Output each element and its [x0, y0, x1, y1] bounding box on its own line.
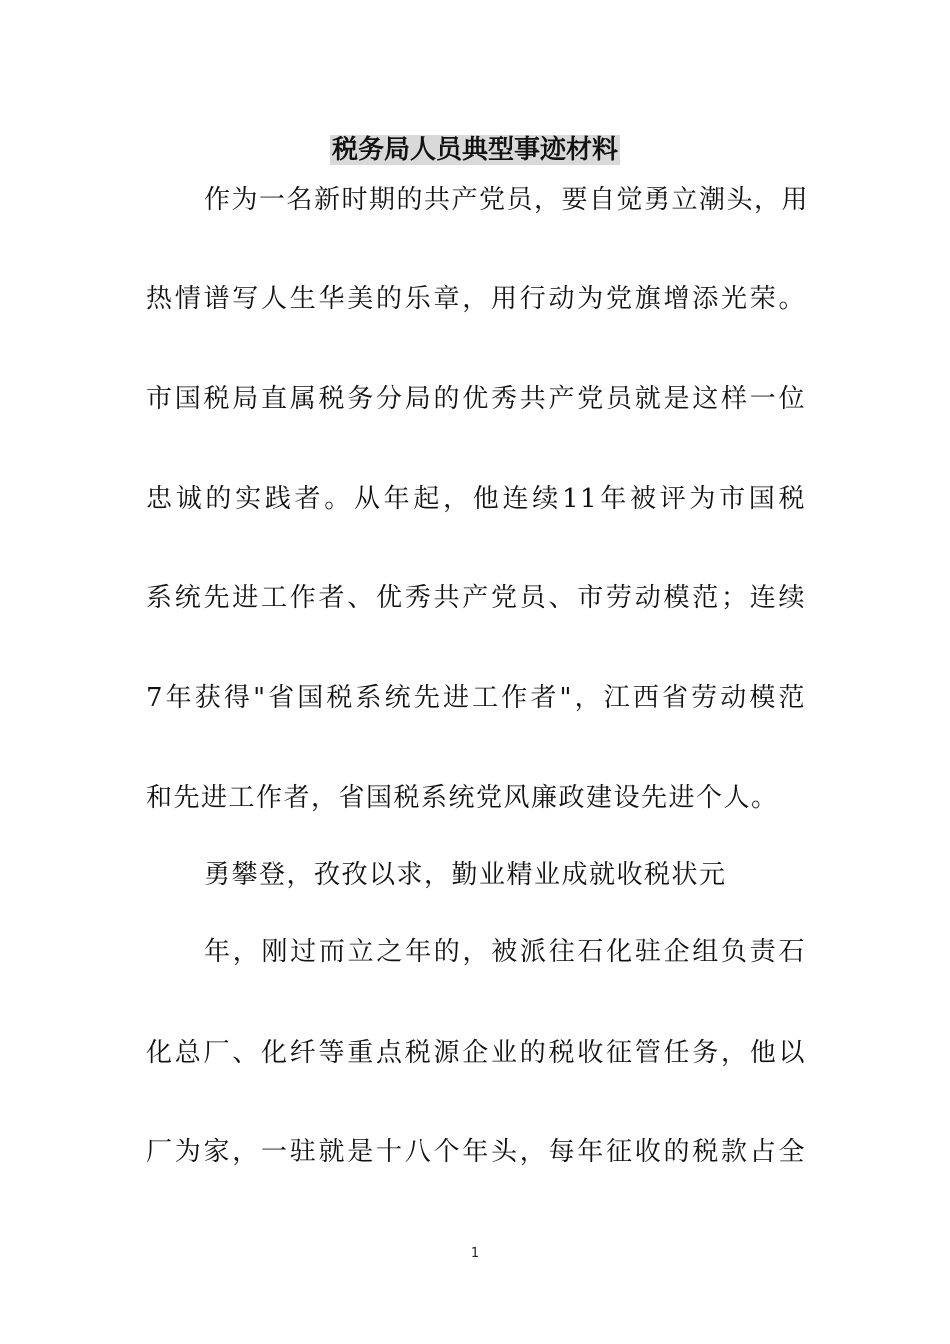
page-number: 1 — [470, 1246, 480, 1261]
section-heading-line: 勇攀登，孜孜以求，勤业精业成就收税状元 — [204, 860, 727, 890]
paragraph-line: 系统先进工作者、优秀共产党员、市劳动模范；连续 — [146, 583, 806, 613]
paragraph-line: 化总厂、化纤等重点税源企业的税收征管任务，他以 — [146, 1038, 806, 1068]
paragraph-line: 年，刚过而立之年的，被派往石化驻企组负责石 — [204, 937, 806, 967]
paragraph-line: 市国税局直属税务分局的优秀共产党员就是这样一位 — [146, 384, 806, 414]
paragraph-line: 作为一名新时期的共产党员，要自觉勇立潮头，用 — [204, 185, 810, 215]
paragraph-line: 忠诚的实践者。从年起，他连续11年被评为市国税 — [146, 484, 806, 514]
paragraph-line: 7年获得"省国税系统先进工作者"，江西省劳动模范 — [146, 683, 806, 713]
paragraph-line: 热情谱写人生华美的乐章，用行动为党旗增添光荣。 — [146, 284, 806, 314]
document-title — [0, 130, 950, 170]
document-title-text: 税务局人员典型事迹材料 — [331, 135, 618, 165]
paragraph-line: 厂为家，一驻就是十八个年头，每年征收的税款占全 — [146, 1137, 806, 1167]
paragraph-line: 和先进工作者，省国税系统党风廉政建设先进个人。 — [146, 783, 779, 813]
